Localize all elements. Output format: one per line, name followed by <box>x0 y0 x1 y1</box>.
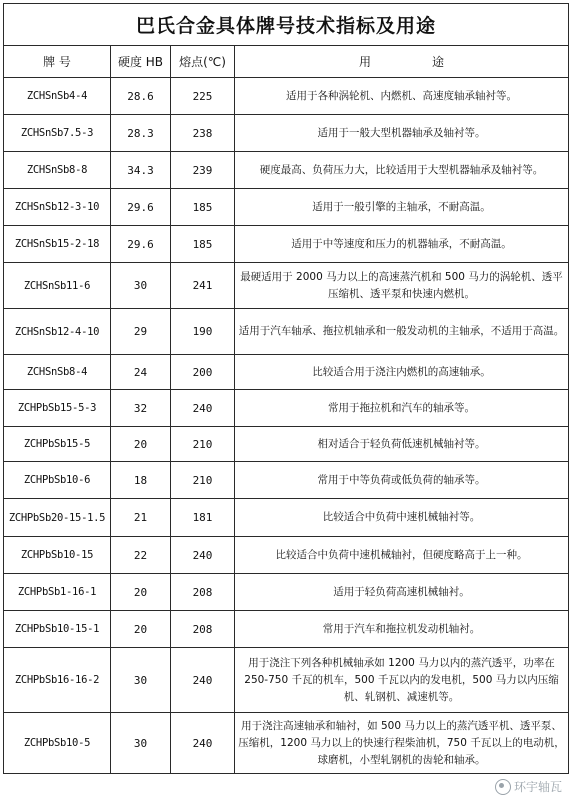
wechat-icon <box>495 779 511 795</box>
table-row <box>4 152 569 189</box>
header-usage: 用 途 <box>235 46 569 78</box>
melting-point-cell: 240 <box>171 648 235 713</box>
hardness-cell: 20 <box>111 574 171 611</box>
grade-cell: ZCHPbSb1-16-1 <box>4 574 111 611</box>
table-row <box>4 78 569 115</box>
table-row <box>4 611 569 648</box>
melting-point-cell: 185 <box>171 189 235 226</box>
usage-cell: 比较适合中负荷中速机械轴衬，但硬度略高于上一种。 <box>235 537 569 574</box>
header-grade: 牌 号 <box>4 46 111 78</box>
grade-cell: ZCHPbSb16-16-2 <box>4 648 111 713</box>
usage-cell: 相对适合于轻负荷低速机械轴衬等。 <box>235 427 569 462</box>
melting-point-cell: 210 <box>171 427 235 462</box>
table-row <box>4 574 569 611</box>
usage-cell: 硬度最高、负荷压力大，比较适用于大型机器轴承及轴衬等。 <box>235 152 569 189</box>
usage-cell: 适用于汽车轴承、拖拉机轴承和一般发动机的主轴承，不适用于高温。 <box>235 309 569 355</box>
table-body <box>4 78 569 774</box>
hardness-cell: 22 <box>111 537 171 574</box>
usage-cell: 常用于中等负荷或低负荷的轴承等。 <box>235 462 569 499</box>
usage-cell: 适用于各种涡轮机、内燃机、高速度轴承轴衬等。 <box>235 78 569 115</box>
grade-cell: ZCHPbSb10-15 <box>4 537 111 574</box>
hardness-cell: 18 <box>111 462 171 499</box>
melting-point-cell: 239 <box>171 152 235 189</box>
melting-point-cell: 240 <box>171 537 235 574</box>
hardness-cell: 20 <box>111 427 171 462</box>
melting-point-cell: 241 <box>171 263 235 309</box>
hardness-cell: 20 <box>111 611 171 648</box>
watermark <box>495 778 562 795</box>
grade-cell: ZCHSnSb12-3-10 <box>4 189 111 226</box>
usage-cell: 适用于一般大型机器轴承及轴衬等。 <box>235 115 569 152</box>
hardness-cell: 28.3 <box>111 115 171 152</box>
usage-cell: 适用于中等速度和压力的机器轴承，不耐高温。 <box>235 226 569 263</box>
hardness-cell: 29 <box>111 309 171 355</box>
grade-cell: ZCHPbSb10-5 <box>4 713 111 774</box>
usage-cell: 适用于轻负荷高速机械轴衬。 <box>235 574 569 611</box>
table-row <box>4 309 569 355</box>
usage-cell: 常用于汽车和拖拉机发动机轴衬。 <box>235 611 569 648</box>
usage-cell: 常用于拖拉机和汽车的轴承等。 <box>235 390 569 427</box>
hardness-cell: 21 <box>111 499 171 537</box>
melting-point-cell: 240 <box>171 390 235 427</box>
grade-cell: ZCHPbSb15-5-3 <box>4 390 111 427</box>
melting-point-cell: 185 <box>171 226 235 263</box>
grade-cell: ZCHSnSb8-4 <box>4 355 111 390</box>
hardness-cell: 32 <box>111 390 171 427</box>
melting-point-cell: 190 <box>171 309 235 355</box>
grade-cell: ZCHSnSb12-4-10 <box>4 309 111 355</box>
melting-point-cell: 200 <box>171 355 235 390</box>
grade-cell: ZCHPbSb10-6 <box>4 462 111 499</box>
usage-cell: 最硬适用于 2000 马力以上的高速蒸汽机和 500 马力的涡轮机、透平压缩机、透平泵和快速内燃机。 <box>235 263 569 309</box>
hardness-cell: 30 <box>111 713 171 774</box>
melting-point-cell: 240 <box>171 713 235 774</box>
table-row <box>4 390 569 427</box>
table-row <box>4 355 569 390</box>
grade-cell: ZCHSnSb15-2-18 <box>4 226 111 263</box>
table-row <box>4 648 569 713</box>
grade-cell: ZCHPbSb10-15-1 <box>4 611 111 648</box>
melting-point-cell: 208 <box>171 611 235 648</box>
grade-cell: ZCHPbSb15-5 <box>4 427 111 462</box>
hardness-cell: 24 <box>111 355 171 390</box>
grade-cell: ZCHSnSb7.5-3 <box>4 115 111 152</box>
hardness-cell: 30 <box>111 648 171 713</box>
hardness-cell: 28.6 <box>111 78 171 115</box>
hardness-cell: 30 <box>111 263 171 309</box>
watermark-text: 环宇轴瓦 <box>513 780 562 794</box>
table-row <box>4 537 569 574</box>
grade-cell: ZCHPbSb20-15-1.5 <box>4 499 111 537</box>
melting-point-cell: 238 <box>171 115 235 152</box>
table-row <box>4 226 569 263</box>
table-row <box>4 713 569 774</box>
table-row <box>4 427 569 462</box>
table-row <box>4 189 569 226</box>
melting-point-cell: 225 <box>171 78 235 115</box>
usage-cell: 比较适合中负荷中速机械轴衬等。 <box>235 499 569 537</box>
table-row <box>4 499 569 537</box>
melting-point-cell: 210 <box>171 462 235 499</box>
header-melting: 熔点(℃) <box>171 46 235 78</box>
melting-point-cell: 181 <box>171 499 235 537</box>
table-row <box>4 263 569 309</box>
table-row <box>4 462 569 499</box>
table-title: 巴氏合金具体牌号技术指标及用途 <box>4 4 569 46</box>
grade-cell: ZCHSnSb8-8 <box>4 152 111 189</box>
usage-cell: 适用于一般引擎的主轴承，不耐高温。 <box>235 189 569 226</box>
grade-cell: ZCHSnSb4-4 <box>4 78 111 115</box>
hardness-cell: 29.6 <box>111 226 171 263</box>
usage-cell: 用于浇注高速轴承和轴衬，如 500 马力以上的蒸汽透平机、透平泵、压缩机，1200 马力以上的快速行程柴油机，750 千瓦以上的电动机，球磨机，小型轧钢机的齿轮和轴承。 <box>235 713 569 774</box>
hardness-cell: 34.3 <box>111 152 171 189</box>
hardness-cell: 29.6 <box>111 189 171 226</box>
alloy-table <box>3 3 569 774</box>
header-hardness: 硬度 HB <box>111 46 171 78</box>
table-row <box>4 115 569 152</box>
usage-cell: 用于浇注下列各种机械轴承如 1200 马力以内的蒸汽透平，功率在 250-750 千瓦的机车，500 千瓦以内的发电机，500 马力以内压缩机、轧钢机、减速机等。 <box>235 648 569 713</box>
grade-cell: ZCHSnSb11-6 <box>4 263 111 309</box>
usage-cell: 比较适合用于浇注内燃机的高速轴承。 <box>235 355 569 390</box>
melting-point-cell: 208 <box>171 574 235 611</box>
